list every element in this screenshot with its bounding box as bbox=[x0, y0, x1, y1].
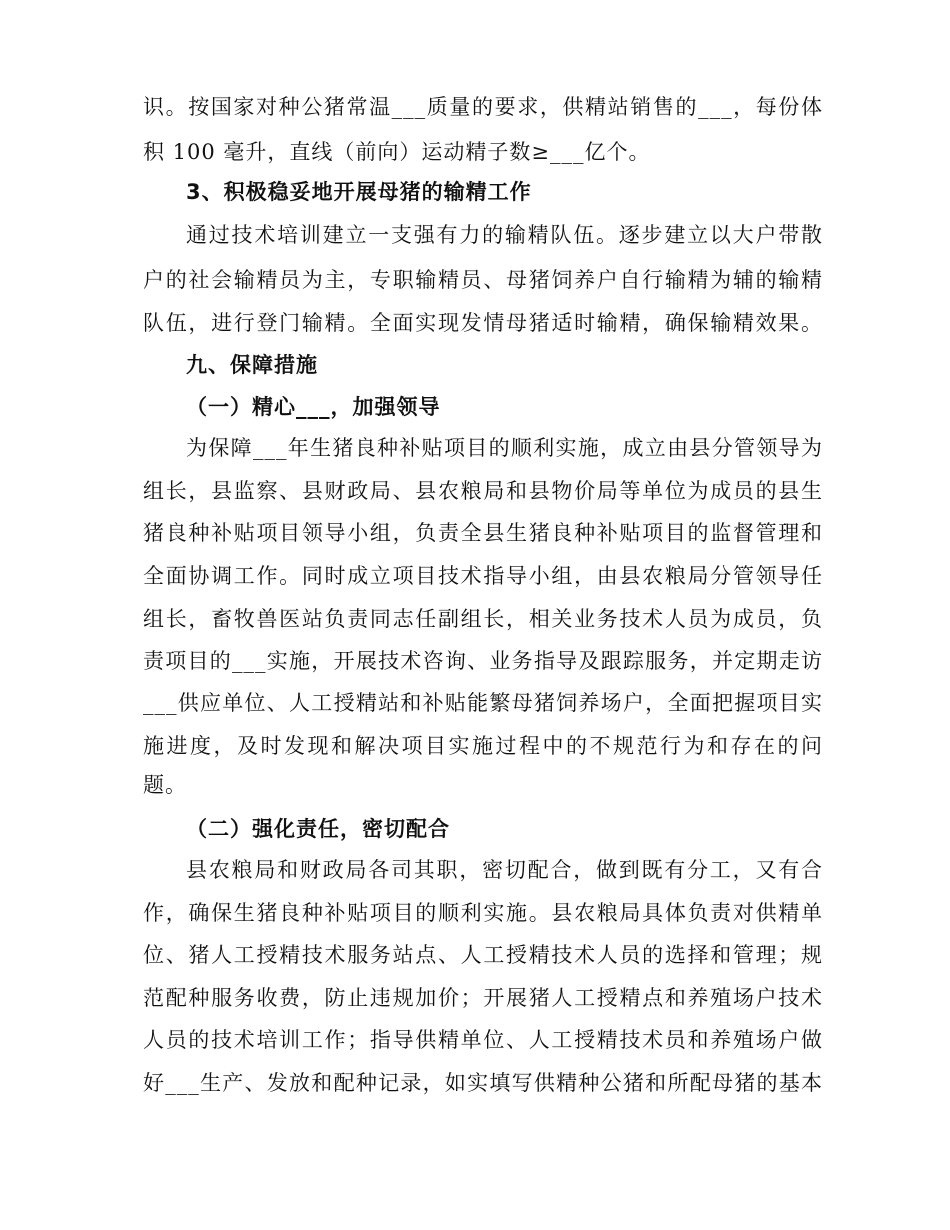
text-line: 识。按国家对种公猪常温___质量的要求，供精站销售的___，每份体 bbox=[143, 95, 823, 119]
chapter-heading: 九、保障措施 bbox=[186, 353, 318, 377]
paragraph-line: 组长，畜牧兽医站负责同志任副组长，相关业务技术人员为成员，负 bbox=[143, 607, 823, 631]
paragraph-line: 范配种服务收费，防止违规加价；开展猪人工授精点和养殖场户技术 bbox=[143, 986, 823, 1010]
section-heading: 3、积极稳妥地开展母猪的输精工作 bbox=[186, 180, 532, 204]
paragraph-line: 施进度，及时发现和解决项目实施过程中的不规范行为和存在的问 bbox=[143, 734, 823, 758]
paragraph-line: 作，确保生猪良种补贴项目的顺利实施。县农粮局具体负责对供精单 bbox=[143, 901, 823, 925]
text-line: 积 100 毫升，直线（前向）运动精子数≥___亿个。 bbox=[143, 140, 651, 164]
paragraph-line: 为保障___年生猪良种补贴项目的顺利实施，成立由县分管领导为 bbox=[186, 436, 823, 460]
paragraph-line: 队伍，进行登门输精。全面实现发情母猪适时输精，确保输精效果。 bbox=[143, 311, 823, 335]
paragraph-line: 全面协调工作。同时成立项目技术指导小组，由县农粮局分管领导任 bbox=[143, 564, 823, 588]
paragraph-line: 好___生产、发放和配种记录，如实填写供精种公猪和所配母猪的基本 bbox=[143, 1071, 823, 1095]
paragraph-line: 通过技术培训建立一支强有力的输精队伍。逐步建立以大户带散 bbox=[186, 223, 823, 247]
paragraph-line: 猪良种补贴项目领导小组，负责全县生猪良种补贴项目的监督管理和 bbox=[143, 521, 823, 545]
paragraph-line: 户的社会输精员为主，专职输精员、母猪饲养户自行输精为辅的输精 bbox=[143, 268, 823, 292]
paragraph-line: 题。 bbox=[143, 773, 187, 797]
subsection-heading: （一）精心___，加强领导 bbox=[186, 395, 441, 419]
paragraph-line: 位、猪人工授精技术服务站点、人工授精技术人员的选择和管理；规 bbox=[143, 943, 823, 967]
paragraph-line: 县农粮局和财政局各司其职，密切配合，做到既有分工，又有合 bbox=[186, 858, 823, 882]
paragraph-line: 组长，县监察、县财政局、县农粮局和县物价局等单位为成员的县生 bbox=[143, 479, 823, 503]
paragraph-line: 人员的技术培训工作；指导供精单位、人工授精技术员和养殖场户做 bbox=[143, 1028, 823, 1052]
paragraph-line: ___供应单位、人工授精站和补贴能繁母猪饲养场户，全面把握项目实 bbox=[143, 691, 823, 715]
paragraph-line: 责项目的___实施，开展技术咨询、业务指导及跟踪服务，并定期走访 bbox=[143, 649, 823, 673]
subsection-heading: （二）强化责任，密切配合 bbox=[186, 817, 450, 841]
